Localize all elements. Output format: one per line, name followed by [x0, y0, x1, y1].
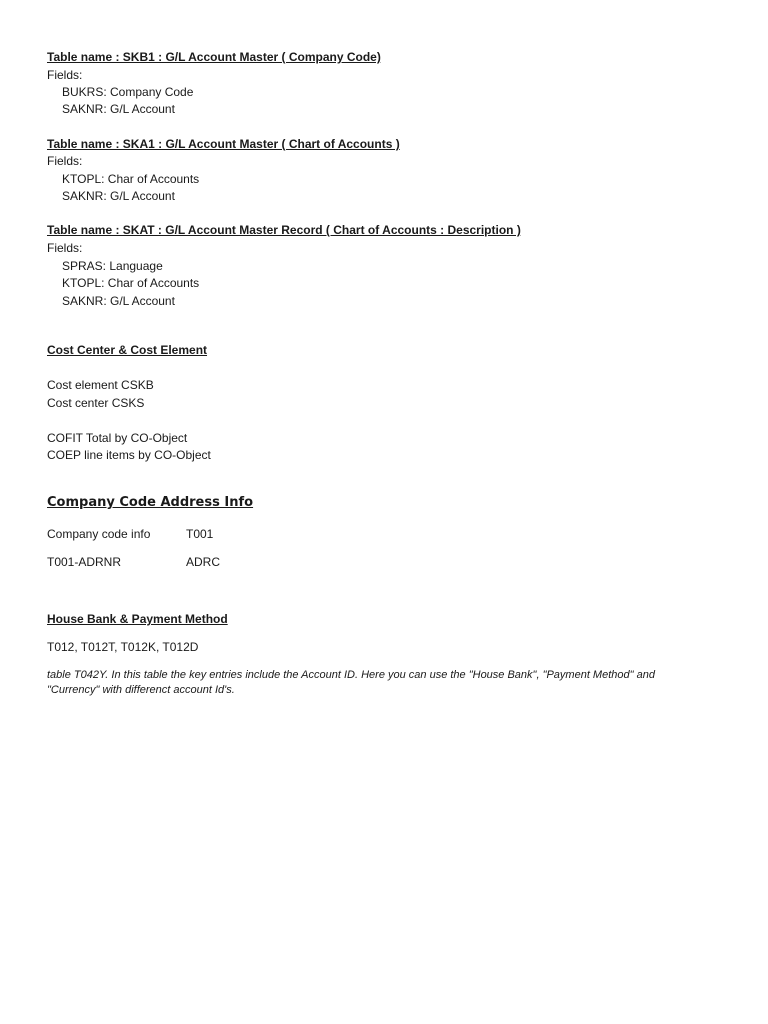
- skat-field: KTOPL: Char of Accounts: [62, 276, 200, 290]
- cost-heading: Cost Center & Cost Element: [47, 343, 208, 357]
- company-address-label: Company code info: [47, 527, 151, 541]
- skb1-fields-label: Fields:: [47, 68, 83, 82]
- skat-field: SAKNR: G/L Account: [62, 294, 175, 308]
- cost-line: COFIT Total by CO-Object: [47, 431, 188, 445]
- cost-line: COEP line items by CO-Object: [47, 448, 211, 462]
- ska1-fields-label: Fields:: [47, 154, 83, 168]
- company-address-heading: Company Code Address Info: [47, 495, 254, 510]
- skat-field: SPRAS: Language: [62, 259, 163, 273]
- cost-line: Cost center CSKS: [47, 396, 145, 410]
- ska1-field: KTOPL: Char of Accounts: [62, 172, 200, 186]
- skat-fields-label: Fields:: [47, 241, 83, 255]
- skat-heading: Table name : SKAT : G/L Account Master Record ( Chart of Accounts : Description ): [47, 223, 521, 237]
- house-bank-tables: T012, T012T, T012K, T012D: [47, 640, 199, 654]
- house-bank-note: table T042Y. In this table the key entries include the Account ID. Here you can use the "House Bank", "Payment Method" and "Currency" with differenct account Id's.: [47, 669, 655, 696]
- house-bank-heading: House Bank & Payment Method: [47, 612, 228, 626]
- skb1-heading: Table name : SKB1 : G/L Account Master ( Company Code): [47, 50, 381, 64]
- company-address-value: T001: [186, 527, 214, 541]
- skb1-field: SAKNR: G/L Account: [62, 102, 175, 116]
- company-address-label: T001-ADRNR: [47, 555, 122, 569]
- ska1-field: SAKNR: G/L Account: [62, 189, 175, 203]
- cost-line: Cost element CSKB: [47, 378, 154, 392]
- skb1-field: BUKRS: Company Code: [62, 85, 194, 99]
- ska1-heading: Table name : SKA1 : G/L Account Master ( Chart of Accounts ): [47, 137, 400, 151]
- company-address-value: ADRC: [186, 555, 221, 569]
